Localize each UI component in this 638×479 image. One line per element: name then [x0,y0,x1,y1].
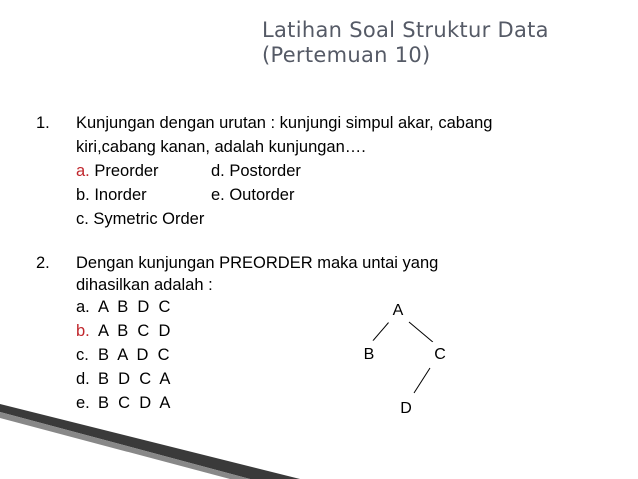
question-number: 2. [36,254,50,272]
question-text-line: Dengan kunjungan PREORDER maka untai yang [76,254,439,272]
option-e: e. Outorder [211,186,295,204]
option-text: B C D A [98,394,171,412]
option-text: A B D C [98,298,171,316]
tree-node-a: A [383,296,413,326]
question-text-line: Kunjungan dengan urutan : kunjungi simpul akar, cabang [76,114,493,132]
option-b: b. Inorder [76,186,147,204]
tree-node-b: B [354,340,384,370]
option-text: B A D C [98,346,170,364]
option-letter: b. [76,322,90,340]
option-letter: e. [76,394,90,412]
title-line-1: Latihan Soal Struktur Data [262,18,549,42]
option-c: c. Symetric Order [76,210,205,228]
option-letter: d. [76,370,90,388]
option-d: d. Postorder [211,162,301,180]
question-text-line: kiri,cabang kanan, adalah kunjungan…. [76,138,366,156]
option-text: B D C A [98,370,171,388]
title-line-2: (Pertemuan 10) [262,43,431,67]
option-letter: a. [76,298,90,316]
option-text: A B C D [98,322,171,340]
tree-node-c: C [425,340,455,370]
option-letter: a. [76,162,90,180]
question-number: 1. [36,114,50,132]
option-text: Preorder [94,162,159,180]
question-text-line: dihasilkan adalah : [76,276,213,294]
option-letter: c. [76,346,89,364]
tree-node-d: D [391,394,421,424]
